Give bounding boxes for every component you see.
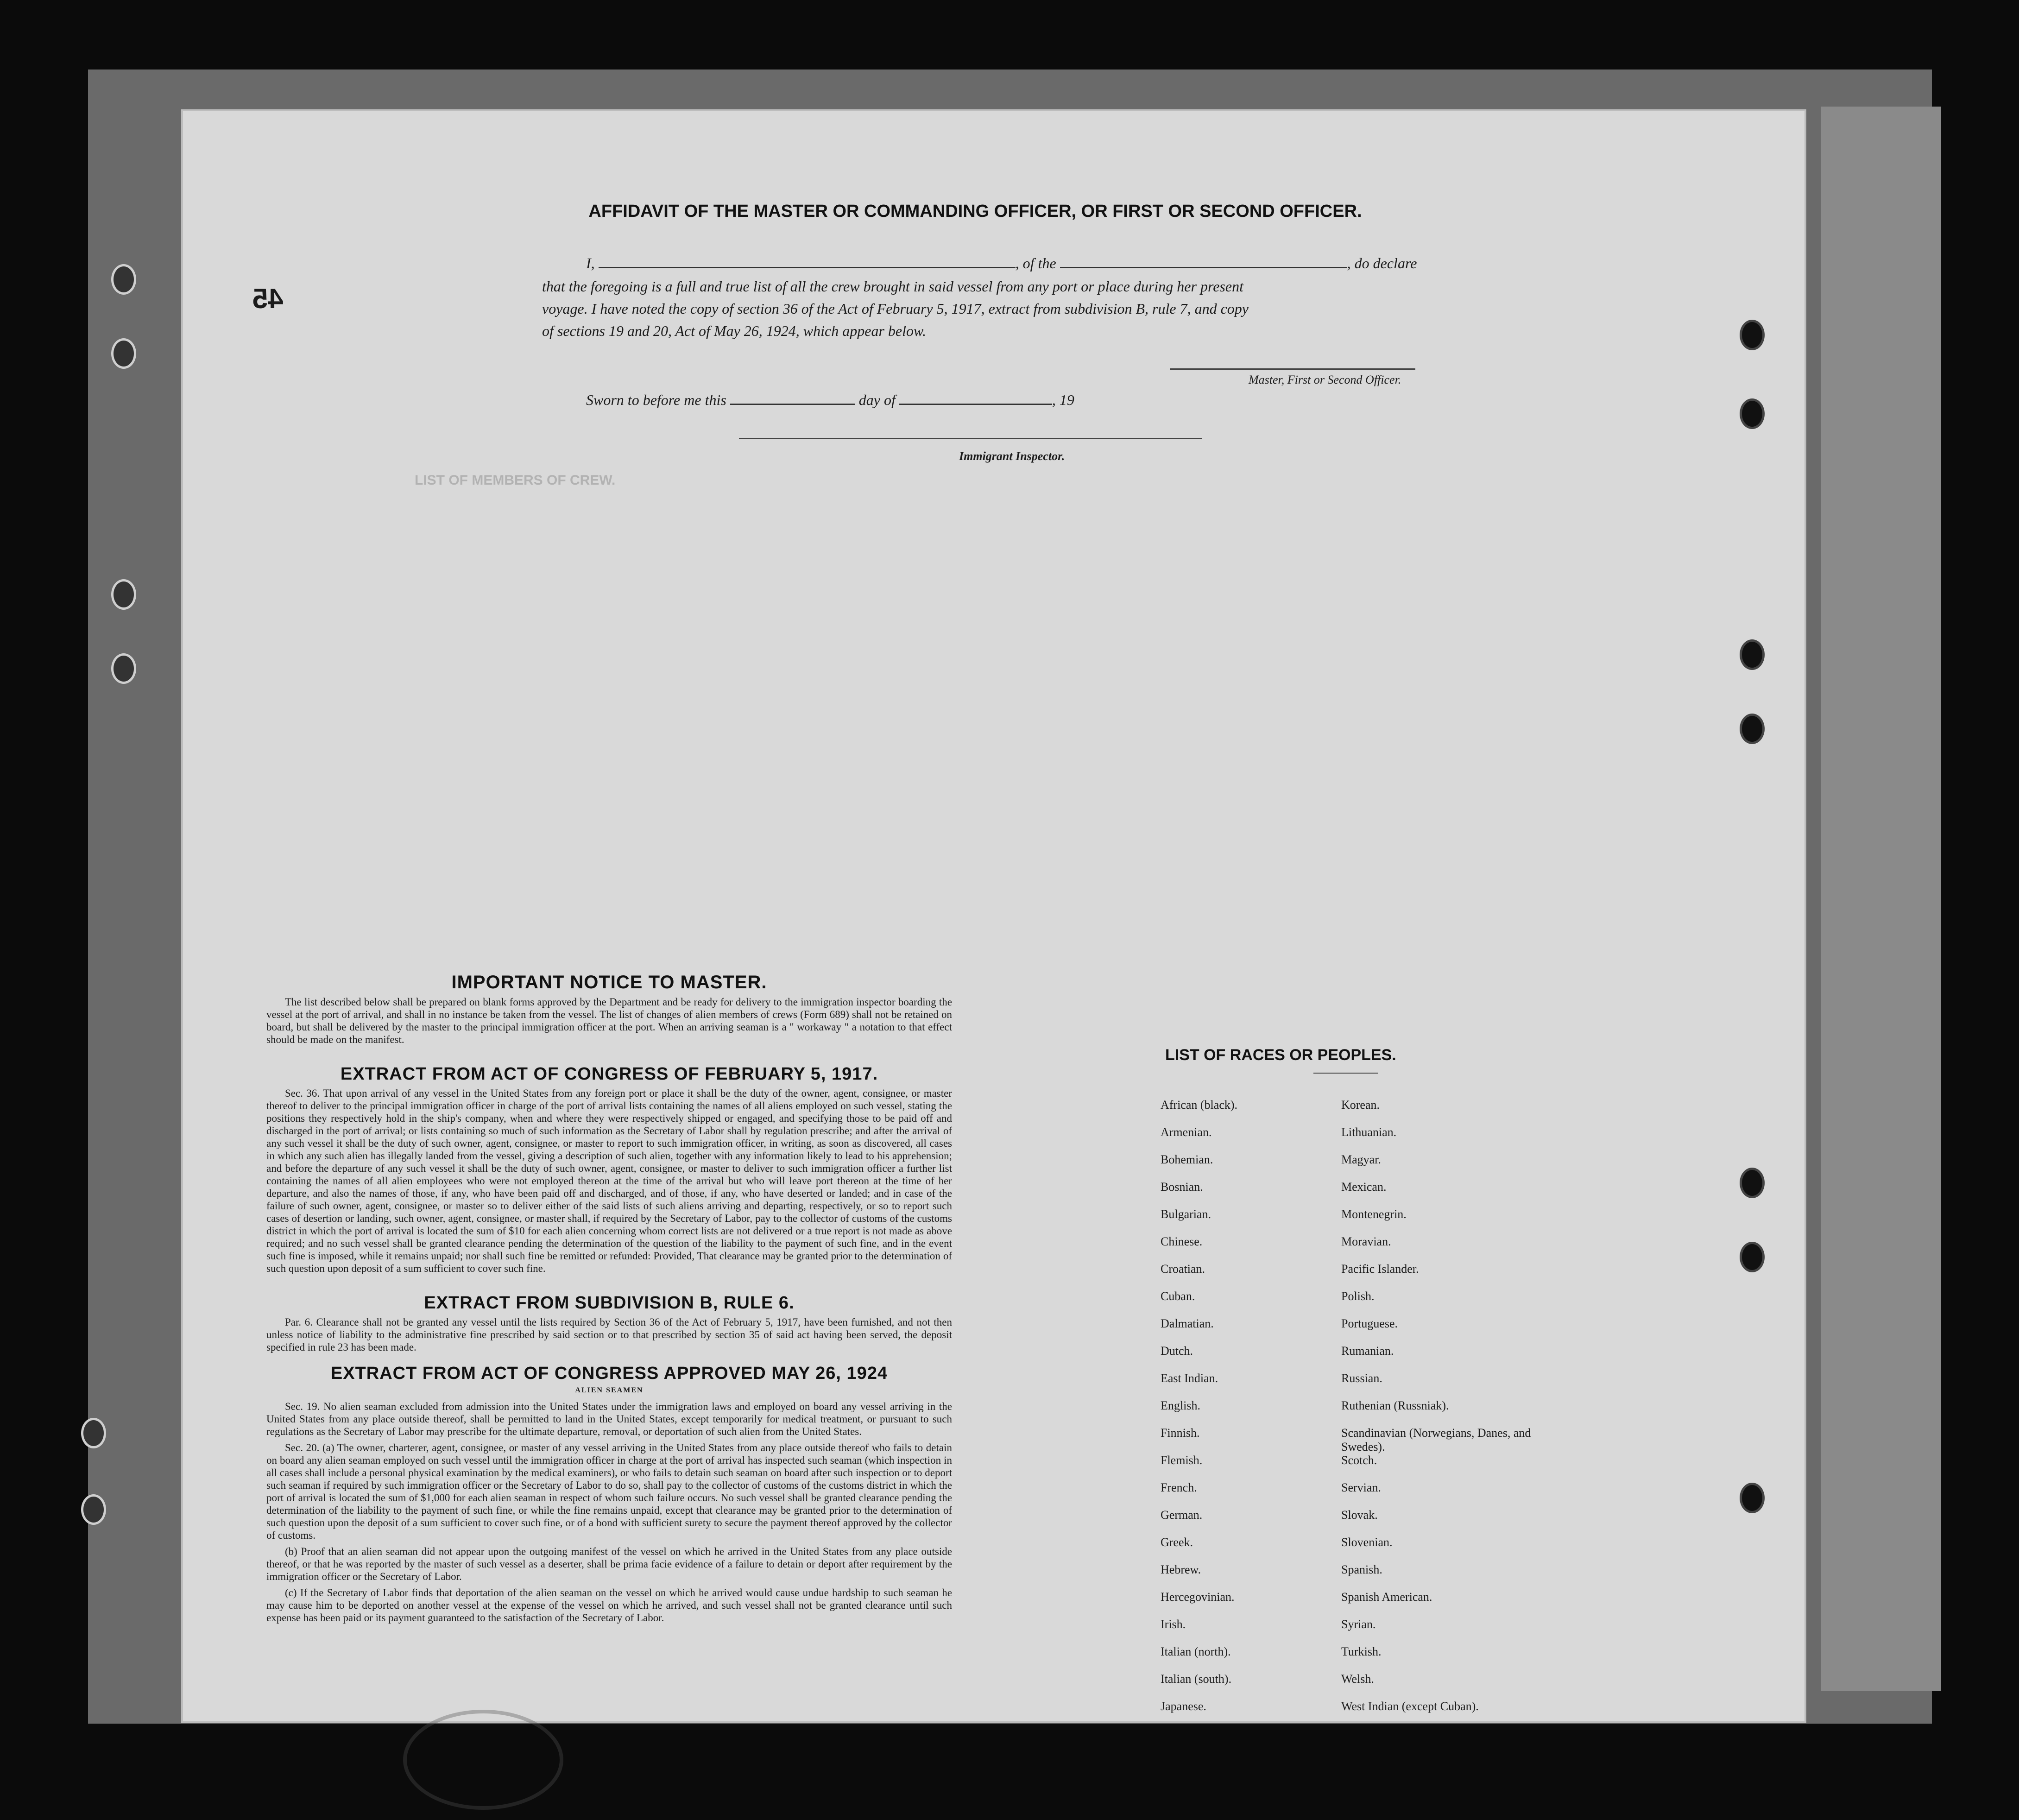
race-entry: Chinese. [1161, 1235, 1203, 1248]
race-entry: Magyar. [1341, 1153, 1381, 1166]
sworn-label: Sworn to before me this [586, 392, 726, 408]
notice-title: IMPORTANT NOTICE TO MASTER. [451, 972, 767, 992]
affidavit-line-1 [586, 255, 1652, 272]
race-entry: Bosnian. [1161, 1180, 1203, 1194]
binder-hole [81, 1418, 106, 1448]
master-signature-line[interactable] [1170, 368, 1415, 370]
race-entry: Slovenian. [1341, 1536, 1393, 1549]
race-entry: Moravian. [1341, 1235, 1391, 1248]
vessel-name-field[interactable] [1060, 267, 1347, 268]
binder-hole [111, 338, 136, 369]
race-entry: French. [1161, 1481, 1197, 1494]
race-entry: Cuban. [1161, 1289, 1195, 1303]
race-entry: Polish. [1341, 1289, 1375, 1303]
race-entry: East Indian. [1161, 1371, 1218, 1385]
binder-hole [1740, 1483, 1765, 1513]
race-entry: Dalmatian. [1161, 1317, 1214, 1330]
race-entry: Korean. [1341, 1098, 1380, 1112]
race-entry: Ruthenian (Russniak). [1341, 1399, 1449, 1412]
extract-1917-text: Sec. 36. That upon arrival of any vessel in the United States from any foreign port or place it shall be the duty of the owner, agent, consignee, or master thereof to deliver to the principal immigration officer in charge of the port of arrival lists containing the names of all aliens employed on such vessel, stating the positions they respectively hold in the ship's company, when and where they were respectively shipped or engaged, and specifying those to be paid off and discharged in the port of arrival; or lists containing so much of such information as the Secretary of Labor shall by regulation prescribe; and after the arrival of any such vessel it shall be the duty of such owner, agent, consignee, or master to report to such immigration officer, in writing, as soon as discovered, all cases in which any such alien has illegally landed from the vessel, giving a description of such alien, together with any information likely to lead to his apprehension; and before the departure of any such vessel it shall be the duty of such owner, agent, consignee, or master to deliver to such immigration officer a further list containing the names of all alien employees who were not employed thereon at the time of the arrival but who will leave port thereon at the time of her departure, and also the names of those, if any, who have been paid off and discharged, and of those, if any, who have deserted or landed; and in case of the failure of such owner, agent, consignee, or master so to deliver either of the said lists of such aliens arriving and departing, respectively, or so to report such cases of desertion or landing, such owner, agent, consignee, or master shall, if required by the Secretary of Labor, pay to the collector of customs of the customs district in which the port of arrival is located the sum of $10 for each alien concerning whom correct lists are not delivered or a true report is not made as above required; and no such vessel shall be granted clearance pending the determination of the question of the liability to the payment of such fine, and in the event such fine is imposed, while it remains unpaid; nor shall such fine be remitted or refunded: Provided, That clearance may be granted prior to the determination of such question upon deposit of a sum sufficient to cover such fine. [266, 1087, 952, 1274]
binder-hole [111, 264, 136, 295]
race-entry: African (black). [1161, 1098, 1238, 1112]
master-label: Master, First or Second Officer. [1249, 373, 1401, 386]
of-the-label: , of the [1015, 255, 1056, 272]
binder-hole [1740, 1242, 1765, 1272]
manifest-page [183, 111, 1804, 1721]
sworn-month-field[interactable] [899, 404, 1052, 405]
race-entry: Armenian. [1161, 1125, 1212, 1139]
binder-hole [1740, 320, 1765, 350]
race-entry: Irish. [1161, 1618, 1186, 1631]
race-entry: Bohemian. [1161, 1153, 1213, 1166]
race-entry: Mexican. [1341, 1180, 1387, 1194]
race-entry: Slovak. [1341, 1508, 1378, 1522]
race-entry: Italian (south). [1161, 1672, 1232, 1686]
extract-1924-sec19: Sec. 19. No alien seaman excluded from admission into the United States under the immigration laws and employed on board any vessel arriving in the United States from any place outside thereof, shall be permitted to land in the United States, except temporarily for medical treatment, or pursuant to such regulations as the Secretary of Labor may prescribe for the ultimate departure, removal, or deportation of such alien from the United States. [266, 1401, 952, 1437]
inspector-signature-line[interactable] [739, 438, 1202, 439]
race-entry: German. [1161, 1508, 1203, 1522]
race-entry: Hebrew. [1161, 1563, 1201, 1576]
notice-text: The list described below shall be prepared on blank forms approved by the Department and be ready for delivery to the immigration inspector boarding the vessel at the port of arrival, and shall in no instance be taken from the vessel. The list of changes of alien members of crews (Form 689) shall not be retained on board, but shall be delivered by the master to the principal immigration officer at the port. When an arriving seaman is a " workaway " a notation to that effect should be made on the manifest. [266, 996, 952, 1045]
bleed-through-text: LIST OF MEMBERS OF CREW. [415, 473, 616, 488]
race-entry: West Indian (except Cuban). [1341, 1700, 1479, 1713]
race-entry: Hercegovinian. [1161, 1590, 1235, 1604]
race-entry: Finnish. [1161, 1426, 1200, 1440]
officer-name-field[interactable] [599, 267, 1016, 268]
race-entry: Italian (north). [1161, 1645, 1231, 1658]
sworn-day-field[interactable] [730, 404, 855, 405]
race-entry: Russian. [1341, 1371, 1382, 1385]
race-entry: Flemish. [1161, 1453, 1203, 1467]
race-entry: English. [1161, 1399, 1200, 1412]
race-entry: Dutch. [1161, 1344, 1193, 1358]
sworn-line [586, 392, 1074, 409]
race-entry: Montenegrin. [1341, 1207, 1407, 1221]
binder-hole [1740, 398, 1765, 429]
extract-rule6-text: Par. 6. Clearance shall not be granted any vessel until the lists required by Section 36 of the Act of February 5, 1917, have been furnished, and not then unless notice of liability to the administrative fine prescribed by said section or to that prescribed by section 35 of said act having been served, the deposit specified in rule 23 has been made. [266, 1316, 952, 1353]
race-entry: Japanese. [1161, 1700, 1206, 1713]
do-declare-label: , do declare [1347, 255, 1417, 272]
background-sheet-edge [1821, 107, 1941, 1691]
binder-hole [1740, 714, 1765, 744]
race-entry: Spanish American. [1341, 1590, 1432, 1604]
race-entry: Servian. [1341, 1481, 1381, 1494]
race-entry: Welsh. [1341, 1672, 1374, 1686]
binder-hole [81, 1494, 106, 1525]
affidavit-line-2: that the foregoing is a full and true list of all the crew brought in said vessel from any port or place during her present [542, 278, 1243, 295]
races-list-left [1161, 1098, 1313, 1727]
race-entry: Pacific Islander. [1341, 1262, 1419, 1276]
i-label: I, [586, 255, 595, 272]
extract-1924-sec20a: Sec. 20. (a) The owner, charterer, agent, consignee, or master of any vessel arriving in the United States from any place outside thereof who fails to detain on board any alien seaman employed on such vessel until the immigration officer in charge at the port of arrival has inspected such seaman (which inspection in all cases shall include a personal physical examination by the medical examiners), or who fails to detain such seaman on board after such inspection or to deport such seaman if required by such immigration officer or the Secretary of Labor to do so, shall pay to the collector of customs of the customs district in which the port of arrival is located the sum of $1,000 for each alien seaman in respect of whom such failure occurs. No such vessel shall be granted clearance pending the determination of the liability to the payment of such fine, or while the fine remains unpaid, except that clearance may be granted prior to the determination of such question upon the deposit of a sum sufficient to cover such fine, or of a bond with sufficient surety to secure the payment thereof approved by the collector of customs. [266, 1442, 952, 1541]
race-entry: Rumanian. [1341, 1344, 1394, 1358]
binder-hole [1740, 639, 1765, 670]
race-entry: Spanish. [1341, 1563, 1382, 1576]
race-entry: Syrian. [1341, 1618, 1376, 1631]
receipt-stamp [403, 1710, 563, 1810]
page-number: 45 [252, 283, 284, 314]
race-entry: Croatian. [1161, 1262, 1205, 1276]
binder-hole [111, 653, 136, 684]
extract-1924-subtitle: ALIEN SEAMEN [575, 1386, 644, 1394]
race-entry: Portuguese. [1341, 1317, 1398, 1330]
extract-1924-sec20c: (c) If the Secretary of Labor finds that deportation of the alien seaman on the vessel on which he arrived would cause undue hardship to such seaman he may cause him to be deported on another vessel at the expense of the vessel on which he arrived, and such vessel shall not be granted clearance until such expense has been paid or its payment guaranteed to the satisfaction of the Secretary of Labor. [266, 1587, 952, 1624]
races-list-right [1341, 1098, 1540, 1727]
race-entry: Scandinavian (Norwegians, Danes, and Swedes). [1341, 1426, 1531, 1453]
affidavit-line-3: voyage. I have noted the copy of section 36 of the Act of February 5, 1917, extract from subdivision B, rule 7, and copy [542, 300, 1249, 317]
extract-1917-title: EXTRACT FROM ACT OF CONGRESS OF FEBRUARY 5, 1917. [340, 1064, 878, 1084]
extract-1924-sec20b: (b) Proof that an alien seaman did not appear upon the outgoing manifest of the vessel on which he arrived in the United States from any place outside thereof, or that he was reported by the master of such vessel as a deserter, shall be prima facie evidence of a failure to detain or deport after requirement by the immigration officer or the Secretary of Labor. [266, 1546, 952, 1582]
race-entry: Bulgarian. [1161, 1207, 1211, 1221]
race-entry: Scotch. [1341, 1453, 1377, 1467]
races-title-rule [1313, 1073, 1378, 1074]
binder-hole [111, 579, 136, 610]
affidavit-title: AFFIDAVIT OF THE MASTER OR COMMANDING OFFICER, OR FIRST OR SECOND OFFICER. [588, 202, 1362, 221]
affidavit-line-4: of sections 19 and 20, Act of May 26, 1924, which appear below. [542, 322, 926, 339]
races-title: LIST OF RACES OR PEOPLES. [1165, 1046, 1396, 1064]
legal-notices [266, 964, 952, 1628]
race-entry: Turkish. [1341, 1645, 1382, 1658]
year-label: , 19 [1052, 392, 1074, 408]
race-entry: Lithuanian. [1341, 1125, 1397, 1139]
extract-rule6-title: EXTRACT FROM SUBDIVISION B, RULE 6. [424, 1293, 795, 1313]
binder-hole [1740, 1168, 1765, 1198]
extract-1924-title: EXTRACT FROM ACT OF CONGRESS APPROVED MAY 26, 1924 [330, 1364, 888, 1383]
inspector-label: Immigrant Inspector. [959, 449, 1065, 463]
race-entry: Greek. [1161, 1536, 1193, 1549]
day-of-label: day of [858, 392, 896, 408]
